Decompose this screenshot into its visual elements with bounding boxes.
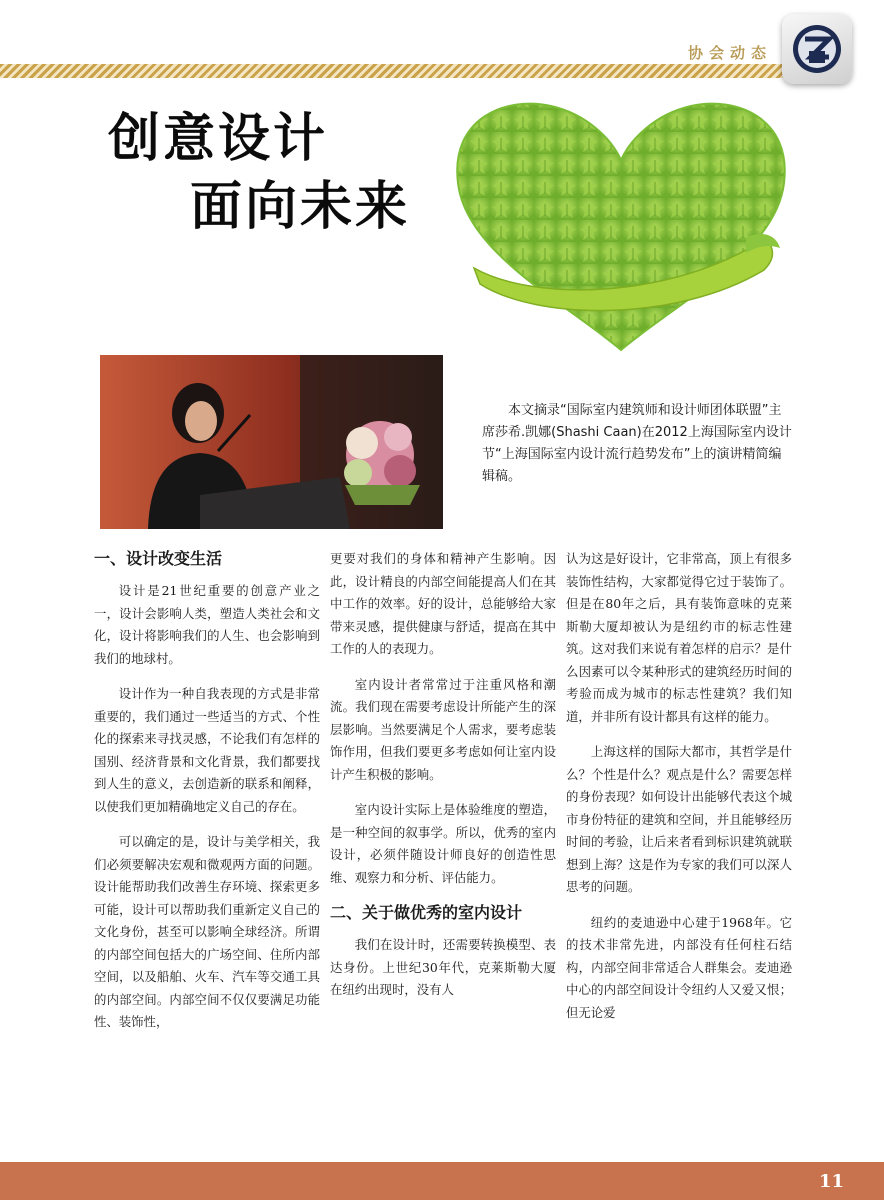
text-column-3	[566, 548, 792, 1037]
text-column-1	[94, 548, 320, 1047]
logo-emblem-icon	[791, 23, 843, 75]
paragraph: 设计作为一种自我表现的方式是非常重要的，我们通过一些适当的方式、个性化的探索来寻找灵感，不论我们有怎样的国别、经济背景和文化背景，我们都要找到人生的意义，去创造新的联系和阐释，以使我们更加精确地定义自己的存在。	[94, 686, 320, 814]
text-column-2	[330, 548, 556, 1015]
title-line-2: 面向未来	[190, 177, 411, 237]
paragraph: 设计是21世纪重要的创意产业之一，设计会影响人类，塑造人类社会和文化，设计将影响我们的人生、也会影响到我们的地球村。	[94, 583, 320, 666]
paragraph: 上海这样的国际大都市，其哲学是什么？个性是什么？观点是什么？需要怎样的身份表现？如何设计出能够代表这个城市身份特征的建筑和空间，并且能够经历时间的考验，让后来者看到标识建筑就联想到上海？这是作为专家的我们可以深人思考的问题。	[566, 744, 792, 894]
association-logo	[782, 14, 852, 84]
article-intro: 本文摘录“国际室内建筑师和设计师团体联盟”主席莎希.凯娜(Shashi Caan)在2012上海国际室内设计节“上海国际室内设计流行趋势发布”上的演讲精简编辑稿。	[482, 403, 792, 484]
speaker-photo	[100, 355, 443, 529]
footer-band	[0, 1162, 884, 1200]
paragraph: 室内设计实际上是体验维度的塑造，是一种空间的叙事学。所以，优秀的室内设计，必须伴随设计师良好的创造性思维、观察力和分析、评估能力。	[330, 802, 556, 885]
section-heading: 一、设计改变生活	[94, 549, 223, 568]
paragraph: 认为这是好设计，它非常高，顶上有很多装饰性结构，大家都觉得它过于装饰了。但是在80年之后，具有装饰意味的克莱斯勒大厦却被认为是纽约市的标志性建筑。这对我们来说有着怎样的启示？是什么因素可以令某种形式的建筑经历时间的考验而成为城市的标志性建筑？我们知道，并非所有设计都具有这样的能力。	[566, 551, 792, 724]
section-heading: 二、关于做优秀的室内设计	[330, 903, 523, 922]
paragraph: 可以确定的是，设计与美学相关，我们必须要解决宏观和微观两方面的问题。设计能帮助我们改善生存环境、探索更多可能，设计可以帮助我们重新定义自己的文化身份，甚至可以影响全球经济。所谓的内部空间包括大的广场空间、住所内部空间，以及船舶、火车、汽车等交通工具的内部空间。内部空间不仅仅要满足功能性、装饰性，	[94, 834, 320, 1029]
leaf-heart-illustration	[446, 88, 796, 358]
section-tag: 协会动态	[687, 44, 772, 62]
title-line-1: 创意设计	[108, 109, 329, 169]
article-title	[108, 108, 410, 238]
paragraph: 更要对我们的身体和精神产生影响。因此，设计精良的内部空间能提高人们在其中工作的效率。好的设计，总能够给大家带来灵感，提供健康与舒适，提高在其中工作的人的表现力。	[330, 551, 556, 656]
page-number: 11	[818, 1171, 844, 1192]
paragraph: 纽约的麦迪逊中心建于1968年。它的技术非常先进，内部没有任何柱石结构，内部空间非常适合人群集会。麦迪逊中心的内部空间设计令纽约人又爱又恨；但无论爱	[566, 914, 792, 1020]
header-stripe	[0, 64, 800, 78]
paragraph: 室内设计者常常过于注重风格和潮流。我们现在需要考虑设计所能产生的深层影响。当然要满足个人需求，要考虑装饰作用，但我们要更多考虑如何让室内设计产生积极的影响。	[330, 676, 556, 782]
paragraph: 我们在设计时，还需要转换模型、表达身份。上世纪30年代，克莱斯勒大厦在纽约出现时，没有人	[330, 937, 556, 997]
